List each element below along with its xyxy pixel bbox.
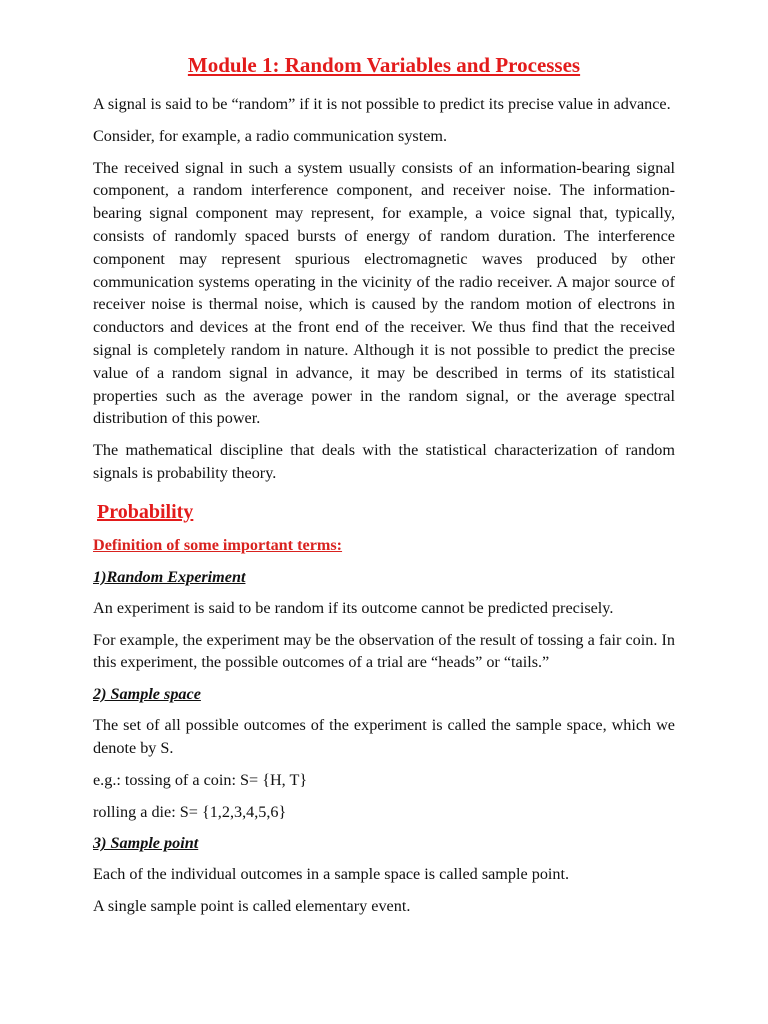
- module-title: Module 1: Random Variables and Processes: [187, 53, 581, 77]
- term-heading-sample-space: 2) Sample space: [93, 685, 201, 704]
- intro-paragraph: The received signal in such a system usually consists of an information-bearing signal component, a random interference component, and receiver noise. The information-bearing signal component may represent, for example, a voice signal that, typically, consists of randomly spaced bursts of energy of random duration. The interference component may represent spurious electromagnetic waves produced by other communication systems operating in the vicinity of the radio receiver. A major source of receiver noise is thermal noise, which is caused by the random motion of electrons in conductors and devices at the front end of the receiver. We thus find that the received signal is completely random in nature. Although it is not possible to predict the precise value of a random signal in advance, it may be described in terms of its statistical properties such as the average power in the random signal, or the average spectral distribution of this power.: [93, 158, 675, 428]
- term-paragraph: A single sample point is called elementary event.: [93, 897, 411, 916]
- term-paragraph: For example, the experiment may be the observation of the result of tossing a fair coin. In this experiment, the possible outcomes of a trial are “heads” or “tails.”: [93, 630, 675, 672]
- definitions-heading: Definition of some important terms:: [93, 535, 343, 554]
- term-paragraph: rolling a die: S= {1,2,3,4,5,6}: [93, 802, 287, 821]
- term-paragraph: The set of all possible outcomes of the experiment is called the sample space, which we denote by S.: [93, 716, 675, 757]
- term-paragraph: An experiment is said to be random if its outcome cannot be predicted precisely.: [93, 598, 614, 617]
- term-heading-sample-point: 3) Sample point: [93, 834, 199, 853]
- intro-paragraph: Consider, for example, a radio communication system.: [93, 126, 448, 145]
- term-heading-random-experiment: 1)Random Experiment: [93, 567, 246, 586]
- document-page: [93, 50, 675, 927]
- term-paragraph: Each of the individual outcomes in a sample space is called sample point.: [93, 865, 570, 884]
- intro-paragraph: The mathematical discipline that deals with the statistical characterization of random signals is probability theory.: [93, 441, 675, 482]
- term-paragraph: e.g.: tossing of a coin: S= {H, T}: [93, 770, 308, 789]
- intro-paragraph: A signal is said to be “random” if it is not possible to predict its precise value in advance.: [93, 95, 671, 113]
- probability-heading: Probability: [97, 500, 194, 523]
